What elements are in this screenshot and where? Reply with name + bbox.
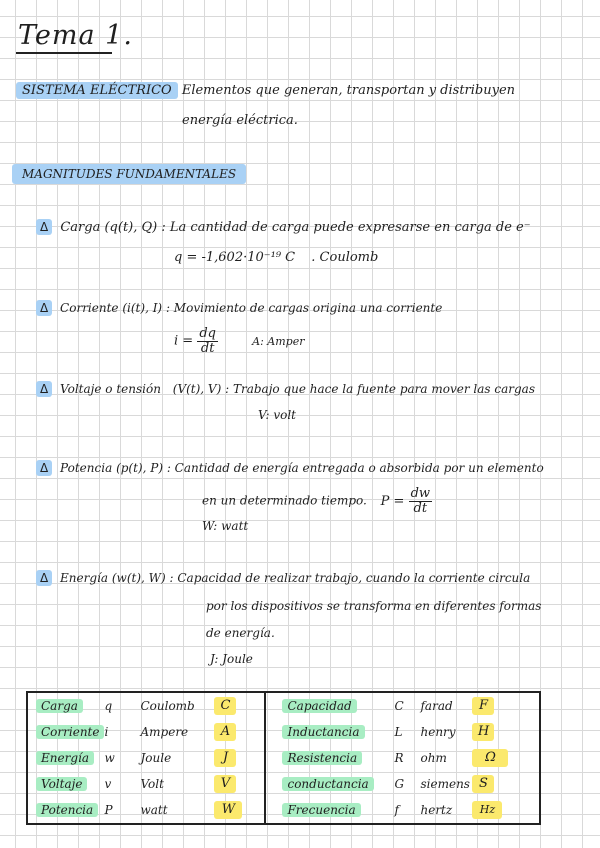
potencia-fraction (409, 487, 432, 515)
voltaje-item (36, 381, 535, 397)
table-left-name: Carga (36, 699, 83, 713)
table-right-var: L (394, 725, 403, 739)
table-row (27, 745, 540, 771)
carga-formula-line (174, 250, 378, 265)
table-right-var: G (394, 777, 405, 791)
table-right-var: C (394, 699, 404, 713)
table-left-unit: Coulomb (140, 699, 195, 713)
potencia-formula (380, 486, 432, 516)
title-underline (16, 52, 112, 54)
sistema-line2: energía eléctrica. (182, 113, 298, 128)
sistema-definition (16, 83, 515, 98)
corriente-fraction-den: dt (200, 340, 215, 356)
table-left-unit: Ampere (140, 725, 189, 739)
triangle-delta-icon: Δ (36, 381, 52, 397)
energia-desc1: : Capacidad de realizar trabajo, cuando la corriente circula (169, 571, 531, 585)
table-right-unit: henry (420, 725, 456, 739)
carga-desc: : La cantidad de carga puede expresarse en carga de e⁻ (161, 220, 531, 235)
table-left-symbol: V (214, 775, 236, 793)
table-left-var: i (104, 725, 109, 739)
carga-name: Carga (60, 220, 101, 235)
corriente-unit: A: Amper (252, 334, 305, 348)
table-row (27, 719, 540, 745)
table-left-var: v (104, 777, 112, 791)
potencia-fraction-num: dw (410, 486, 431, 501)
magnitudes-heading-label: MAGNITUDES FUNDAMENTALES (12, 164, 246, 184)
magnitudes-table (26, 691, 541, 825)
table-right-name: Inductancia (282, 725, 364, 739)
sistema-label: SISTEMA ELÉCTRICO (16, 82, 178, 99)
energia-item (36, 570, 530, 586)
carga-item (36, 219, 531, 235)
table-right-name: Capacidad (282, 699, 356, 713)
table-left-var: q (104, 699, 113, 713)
potencia-unit: W: watt (202, 519, 249, 533)
triangle-delta-icon: Δ (36, 219, 52, 235)
table-right-symbol: F (472, 697, 494, 715)
table-right-name: Resistencia (282, 751, 362, 765)
table-left-unit: Joule (140, 751, 172, 765)
energia-unit: J: Joule (210, 652, 253, 666)
table-left-symbol: C (214, 697, 236, 715)
table-left-unit: Volt (140, 777, 164, 791)
table-right-unit: ohm (420, 751, 447, 765)
table-left-var: w (104, 751, 115, 765)
carga-vars: (q(t), Q) (104, 220, 158, 235)
voltaje-desc: : Trabajo que hace la fuente para mover las cargas (225, 382, 535, 396)
potencia-vars: (p(t), P) (116, 461, 163, 475)
triangle-delta-icon: Δ (36, 460, 52, 476)
table-left-symbol: W (214, 801, 242, 819)
table-right-symbol: S (472, 775, 494, 793)
energia-desc2: por los dispositivos se transforma en diferentes formas (206, 599, 542, 613)
carga-unit: . Coulomb (311, 250, 379, 265)
corriente-name: Corriente (60, 301, 119, 315)
table-right-unit: siemens (420, 777, 470, 791)
corriente-item (36, 300, 442, 316)
potencia-line2 (202, 487, 432, 515)
table-right-var: R (394, 751, 404, 765)
corriente-desc: : Movimiento de cargas origina una corriente (165, 301, 443, 315)
table-right-symbol: Hz (472, 801, 502, 819)
table-left-symbol: A (214, 723, 236, 741)
voltaje-vars: (V(t), V) (172, 382, 222, 396)
table-left-symbol: J (214, 749, 236, 767)
voltaje-name: Voltaje o tensión (60, 382, 161, 396)
energia-vars: (w(t), W) (111, 571, 166, 585)
triangle-delta-icon: Δ (36, 570, 52, 586)
triangle-delta-icon: Δ (36, 300, 52, 316)
page-title: Tema 1. (18, 20, 133, 51)
potencia-fraction-den: dt (413, 500, 428, 516)
table-right-symbol: Ω (472, 749, 508, 767)
potencia-name: Potencia (60, 461, 113, 475)
energia-desc3: de energía. (206, 626, 275, 640)
table-left-unit: watt (140, 803, 168, 817)
potencia-item (36, 460, 544, 476)
corriente-formula (174, 327, 304, 355)
corriente-formula-lhs: i = (174, 333, 194, 349)
sistema-line1: Elementos que generan, transportan y distribuyen (181, 83, 516, 98)
carga-formula: q = -1,602·10⁻¹⁹ C (174, 250, 296, 265)
table-left-name: Voltaje (36, 777, 87, 791)
corriente-fraction (197, 327, 218, 355)
table-right-unit: hertz (420, 803, 453, 817)
table-left-var: P (104, 803, 113, 817)
corriente-vars: (i(t), I) (122, 301, 163, 315)
table-right-var: f (394, 803, 399, 817)
corriente-fraction-num: dq (199, 326, 216, 341)
table-right-name: conductancia (282, 777, 373, 791)
potencia-desc1: : Cantidad de energía entregada o absorbida por un elemento (166, 461, 544, 475)
table-row (27, 771, 540, 797)
table-left-name: Corriente (36, 725, 104, 739)
voltaje-unit: V: volt (258, 408, 296, 422)
table-right-symbol: H (472, 723, 494, 741)
potencia-desc2: en un determinado tiempo. (202, 493, 367, 508)
table-right-name: Frecuencia (282, 803, 360, 817)
magnitudes-heading (12, 164, 246, 184)
potencia-formula-lhs: P = (380, 493, 405, 509)
table-left-name: Energía (36, 751, 94, 765)
table-right-unit: farad (420, 699, 453, 713)
energia-name: Energía (60, 571, 109, 585)
table-left-name: Potencia (36, 803, 98, 817)
table-row (27, 692, 540, 719)
table-row (27, 797, 540, 824)
